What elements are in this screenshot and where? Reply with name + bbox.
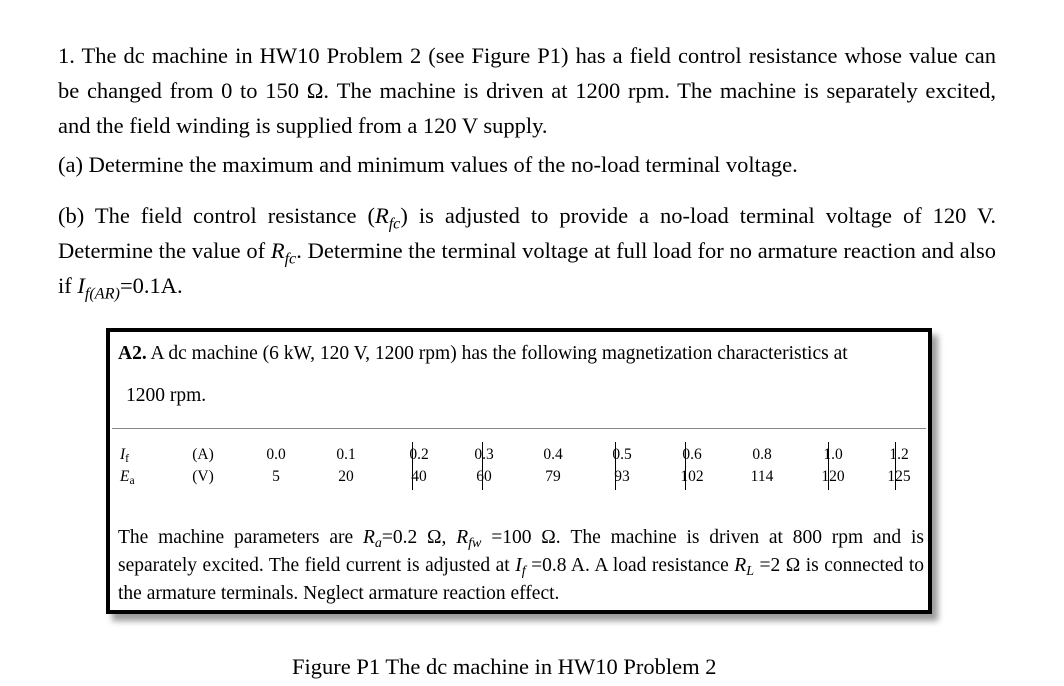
unit-volts: (V) bbox=[192, 468, 214, 485]
table-cell: 125 bbox=[887, 468, 911, 485]
part-b-text-4: =0.1A. bbox=[119, 273, 183, 298]
table-cell: 40 bbox=[411, 468, 427, 485]
table-cell: 0.3 bbox=[474, 446, 494, 463]
unit-amps: (A) bbox=[192, 446, 214, 463]
table-row-field-current bbox=[112, 444, 924, 466]
if-symbol: $I_f$ bbox=[515, 555, 526, 580]
table-cell: 1.2 bbox=[889, 446, 909, 463]
machine-parameters: The machine parameters are $R_a=0.2$ Ω, $R_{fw} =100$ Ω. The machine is driven at 800 rpm and is separately excited. The field current is adjusted at $I_f =0.8$ A. A load resistance $R_L =2$ Ω is connected to the armature terminals. Neglect armature reaction effect. bbox=[118, 527, 924, 604]
table-cell: 1.0 bbox=[823, 446, 843, 463]
rfc-symbol-2: $R_{fc}$ bbox=[270, 238, 297, 268]
symbol-ea: Ea bbox=[120, 468, 135, 487]
table-row-armature-voltage bbox=[112, 466, 924, 488]
table-cell: 60 bbox=[476, 468, 492, 485]
table-cell: 102 bbox=[680, 468, 704, 485]
table-cell: 0.5 bbox=[612, 446, 632, 463]
table-cell: 0.0 bbox=[266, 446, 286, 463]
table-cell: 93 bbox=[614, 468, 630, 485]
part-b-text-1: (b) The field control resistance ( bbox=[58, 203, 375, 228]
if-ar-symbol: $I_{f(AR)}$ bbox=[77, 273, 120, 303]
table-cell: 0.6 bbox=[682, 446, 702, 463]
part-b-text-2: ) is adjusted to provide a no-load terminal voltage of 120 V. Determine the value of bbox=[58, 203, 996, 263]
figure-p1-box bbox=[106, 328, 932, 614]
table-cell: 0.8 bbox=[752, 446, 772, 463]
symbol-if: If bbox=[120, 446, 130, 465]
table-cell: 0.2 bbox=[409, 446, 429, 463]
table-cell: 120 bbox=[821, 468, 845, 485]
figure-heading-text: A dc machine (6 kW, 120 V, 1200 rpm) has the following magnetization characteristics at bbox=[146, 343, 848, 364]
rl-symbol: $R_L$ bbox=[734, 555, 755, 580]
problem-part-b bbox=[58, 198, 996, 303]
table-cell: 5 bbox=[272, 468, 280, 485]
figure-heading-number: A2. bbox=[118, 343, 147, 364]
figure-subheading: 1200 rpm. bbox=[126, 385, 207, 406]
table-cell: 114 bbox=[750, 468, 774, 485]
figure-caption: Figure P1 The dc machine in HW10 Problem 2 bbox=[292, 654, 717, 679]
table-cell: 20 bbox=[338, 468, 354, 485]
table-cell: 0.1 bbox=[336, 446, 356, 463]
table-cell: 0.4 bbox=[543, 446, 563, 463]
figure-heading bbox=[118, 342, 848, 366]
problem-part-a: (a) Determine the maximum and minimum values of the no-load terminal voltage. bbox=[58, 152, 798, 177]
figure-divider bbox=[112, 428, 926, 429]
part-b-text-3: . Determine the terminal voltage at full load for no armature reaction and also if bbox=[58, 238, 996, 298]
rfc-symbol: $R_{fc}$ bbox=[374, 203, 401, 233]
table-cell: 79 bbox=[545, 468, 561, 485]
ra-symbol: $R_a$ bbox=[362, 527, 382, 552]
rfw-symbol: $R_{fw}$ bbox=[456, 527, 482, 552]
problem-intro: 1. The dc machine in HW10 Problem 2 (see Figure P1) has a field control resistance whose value can be changed from 0 to 150 Ω. The machine is driven at 1200 rpm. The machine is separately excited, and the field winding is supplied from a 120 V supply. bbox=[58, 43, 996, 138]
magnetization-table bbox=[112, 444, 924, 488]
